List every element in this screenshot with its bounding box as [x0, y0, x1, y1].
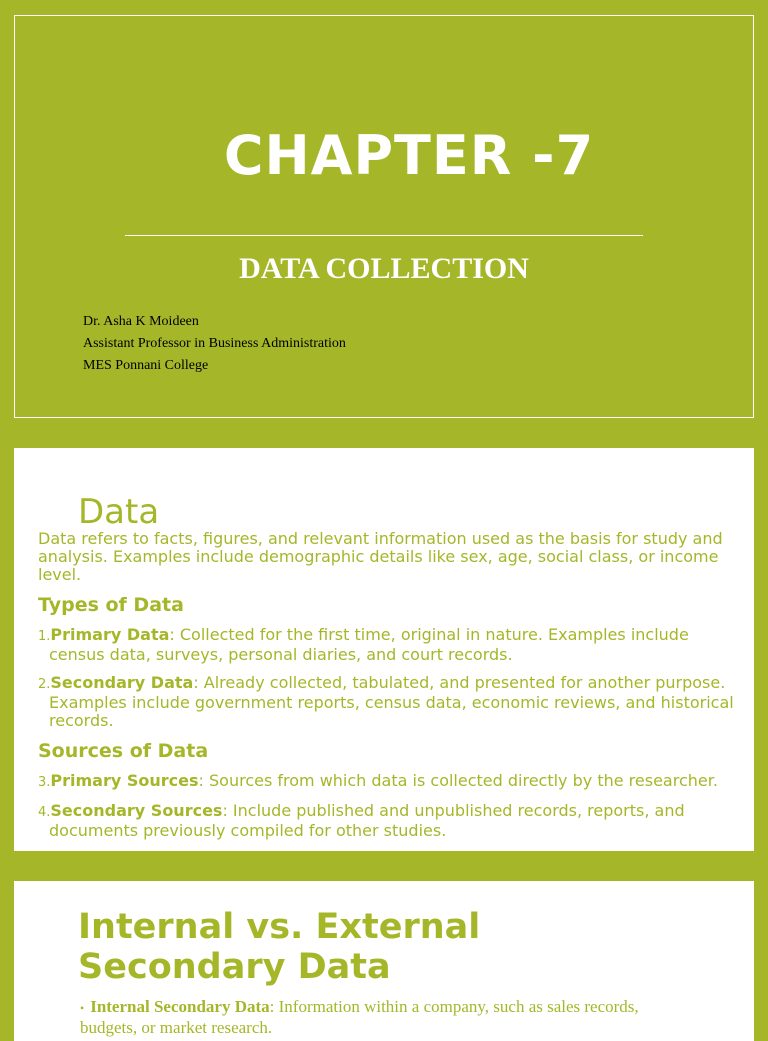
item-term: Primary Data	[50, 625, 170, 644]
item-description: : Sources from which data is collected directly by the researcher.	[198, 771, 718, 790]
author-block	[83, 311, 346, 377]
slide-heading: Internal vs. External Secondary Data	[78, 907, 481, 987]
item-term: Primary Sources	[50, 771, 199, 790]
item-number: 1.	[38, 629, 51, 644]
chapter-subtitle: DATA COLLECTION	[239, 252, 529, 285]
bullet-item	[80, 997, 700, 1038]
item-description: : Collected for the first time, original in nature. Examples include census data, surveys, personal diaries, and court records.	[49, 625, 689, 664]
author-name: Dr. Asha K Moideen	[83, 314, 199, 329]
secondary-data-slide	[14, 881, 754, 1041]
title-divider	[125, 235, 643, 236]
author-institution: MES Ponnani College	[83, 358, 209, 373]
item-term: Secondary Data	[50, 673, 194, 692]
item-description: : Include published and unpublished records, reports, and documents previously compiled for other studies.	[49, 801, 685, 840]
title-slide	[14, 15, 754, 418]
chapter-title: CHAPTER -7	[223, 124, 595, 187]
bullet-term: Internal Secondary Data	[90, 997, 270, 1016]
item-description: : Already collected, tabulated, and presented for another purpose. Examples include government reports, census data, economic reviews, and historical records.	[49, 673, 734, 730]
author-position: Assistant Professor in Business Administration	[83, 336, 346, 351]
data-slide	[14, 448, 754, 851]
list-item	[38, 626, 738, 664]
list-item	[38, 674, 738, 730]
list-item	[38, 772, 738, 792]
item-number: 2.	[38, 677, 51, 692]
types-heading: Types of Data	[38, 594, 184, 616]
sources-heading: Sources of Data	[38, 740, 209, 762]
intro-paragraph: Data refers to facts, figures, and relevant information used as the basis for study and analysis. Examples include demographic details like sex, age, social class, or income level.	[38, 529, 723, 584]
item-number: 3.	[38, 775, 51, 790]
list-item	[38, 802, 738, 840]
item-number: 4.	[38, 805, 51, 820]
bullet-description: : Information within a company, such as sales records, budgets, or market research.	[80, 997, 639, 1037]
item-term: Secondary Sources	[50, 801, 223, 820]
slide-body	[38, 530, 738, 850]
slide-heading: Data	[78, 492, 160, 532]
bullet-icon: •	[80, 1001, 85, 1015]
